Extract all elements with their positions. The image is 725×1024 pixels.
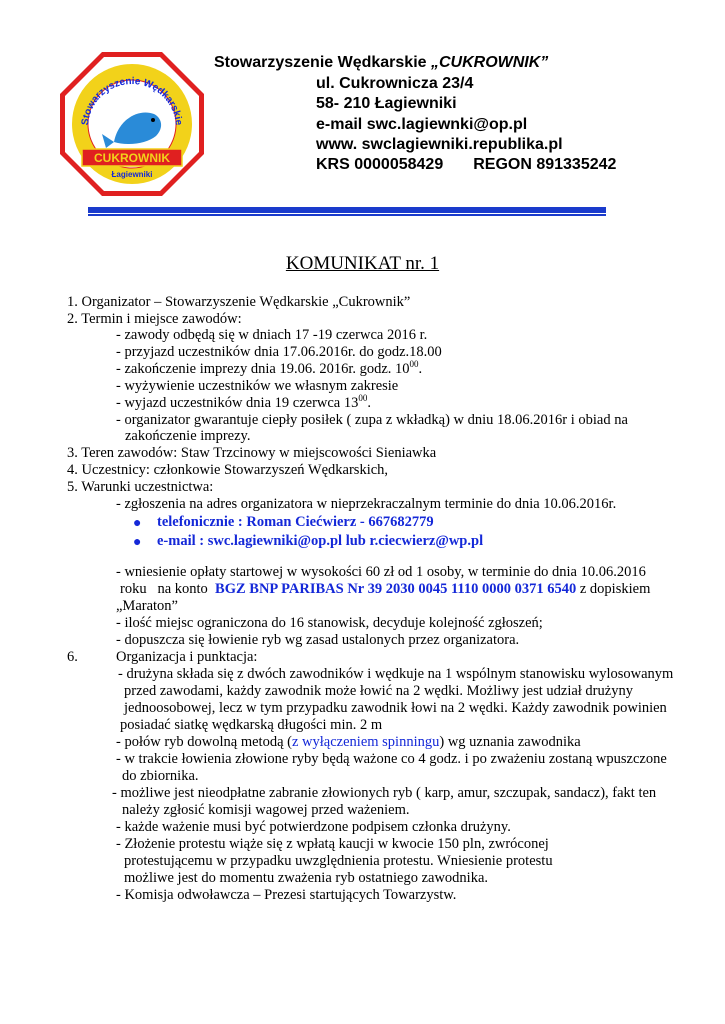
org-krs: KRS 0000058429 — [316, 156, 444, 173]
list-item: - Złożenie protestu wiąże się z wpłatą kaucji w kwocie 150 pln, zwróconej — [116, 836, 549, 852]
list-item: - przyjazd uczestników dnia 17.06.2016r. do godz.18.00 — [116, 344, 442, 360]
section-2-heading: 2. Termin i miejsce zawodów: — [67, 311, 242, 327]
superscript: 00 — [358, 393, 368, 404]
list-item: - ilość miejsc ograniczona do 16 stanowisk, decyduje kolejność zgłoszeń; — [116, 615, 543, 631]
section-1: 1. Organizator – Stowarzyszenie Wędkarskie „Cukrownik” — [67, 294, 411, 310]
list-item — [116, 395, 371, 412]
logo-arc-text: Stowarzyszenie Wędkarskie — [80, 75, 184, 126]
page-title: KOMUNIKAT nr. 1 — [285, 253, 440, 274]
list-item-end: . — [418, 361, 423, 377]
highlighted-text: z wyłączeniem spinningu — [291, 734, 440, 750]
org-www[interactable]: www. swclagiewniki.republika.pl — [316, 136, 563, 153]
contact-phone[interactable]: telefonicznie : Roman Ciećwierz - 667682779 — [157, 514, 434, 530]
list-item-cont: możliwe jest do momentu zważenia ryb ostatniego zawodnika. — [124, 870, 489, 886]
list-item-cont: zakończenie imprezy. — [125, 428, 251, 444]
list-item: - dopuszcza się łowienie ryb wg zasad ustalonych przez organizatora. — [116, 632, 520, 648]
header-divider — [88, 207, 606, 213]
list-item-text: - połów ryb dowolną metodą ( — [116, 734, 292, 750]
list-item: - Komisja odwoławcza – Prezesi startujących Towarzystw. — [116, 887, 457, 903]
list-item: - drużyna składa się z dwóch zawodników i wędkuje na 1 wspólnym stanowisku wylosowanym — [118, 666, 674, 682]
club-logo — [58, 50, 206, 198]
section-5-heading: 5. Warunki uczestnictwa: — [67, 479, 214, 495]
list-item-cont: jednoosobowej, lecz w tym przypadku zawodnik łowi na 2 wędki. Każdy zawodnik powinien — [124, 700, 667, 716]
list-item-cont — [120, 581, 650, 598]
section-3: 3. Teren zawodów: Staw Trzcinowy w miejscowości Sieniawka — [67, 445, 437, 461]
list-item-text: - zakończenie imprezy dnia 19.06. 2016r. godz. 10 — [116, 361, 410, 377]
contact-email[interactable]: e-mail : swc.lagiewniki@op.pl lub r.ciecwierz@wp.pl — [157, 533, 484, 549]
org-email[interactable]: e-mail swc.lagiewnki@op.pl — [316, 116, 528, 133]
org-regon: REGON 891335242 — [473, 156, 617, 173]
list-item-cont: do zbiornika. — [122, 768, 199, 784]
org-registry — [316, 155, 616, 175]
list-item: - zawody odbędą się w dniach 17 -19 czerwca 2016 r. — [116, 327, 428, 343]
list-item: - wniesienie opłaty startowej w wysokości 60 zł od 1 osoby, w terminie do dnia 10.06.2016 — [116, 564, 646, 580]
list-item: - w trakcie łowienia złowione ryby będą ważone co 4 godz. i po zważeniu zostaną wpuszczone — [116, 751, 667, 767]
logo-banner-text: CUKROWNIK — [94, 151, 170, 165]
list-item-text: - wyjazd uczestników dnia 19 czerwca 13 — [116, 395, 359, 411]
org-prefix: Stowarzyszenie Wędkarskie — [214, 54, 431, 71]
list-item-cont: „Maraton” — [116, 598, 178, 614]
logo-bottom-text: Łagiewniki — [111, 170, 153, 179]
list-item: - zgłoszenia na adres organizatora w nieprzekraczalnym terminie do dnia 10.06.2016r. — [116, 496, 617, 512]
section-4: 4. Uczestnicy: członkowie Stowarzyszeń Wędkarskich, — [67, 462, 389, 478]
section-6-number: 6. — [67, 649, 78, 665]
org-name-line — [214, 53, 548, 73]
superscript: 00 — [409, 359, 419, 370]
bullet-icon: ● — [133, 514, 142, 530]
list-item-text: z dopiskiem — [576, 581, 651, 597]
list-item: - organizator gwarantuje ciepły posiłek ( zupa z wkładką) w dniu 18.06.2016r i obiad na — [116, 412, 628, 428]
list-item: - wyżywienie uczestników we własnym zakresie — [116, 378, 399, 394]
list-item-text: roku na konto — [120, 581, 216, 597]
list-item: - możliwe jest nieodpłatne zabranie złowionych ryb ( karp, amur, szczupak, sandacz), fakt ten — [112, 785, 657, 801]
list-item-cont: należy zgłosić komisji wagowej przed ważeniem. — [122, 802, 410, 818]
list-item: - każde ważenie musi być potwierdzone podpisem członka drużyny. — [116, 819, 511, 835]
org-postal: 58- 210 Łagiewniki — [316, 95, 457, 112]
section-6-heading: Organizacja i punktacja: — [116, 649, 258, 665]
list-item-end: . — [367, 395, 371, 411]
list-item-cont: posiadać siatkę wędkarską długości min. 2 m — [120, 717, 383, 733]
list-item-cont: protestującemu w przypadku uwzględnienia protestu. Wniesienie protestu — [124, 853, 553, 869]
org-name: „CUKROWNIK” — [430, 54, 549, 71]
org-address: ul. Cukrownicza 23/4 — [316, 75, 474, 92]
list-item — [116, 734, 581, 751]
bank-account: BGZ BNP PARIBAS Nr 39 2030 0045 1110 0000 0371 6540 — [215, 581, 577, 597]
header-divider-thin — [88, 214, 606, 216]
list-item-text: ) wg uznania zawodnika — [439, 734, 581, 750]
list-item — [116, 361, 422, 378]
bullet-icon: ● — [133, 533, 142, 549]
list-item-cont: przed zawodami, każdy zawodnik może łowić na 2 wędki. Możliwy jest udział drużyny — [124, 683, 633, 699]
